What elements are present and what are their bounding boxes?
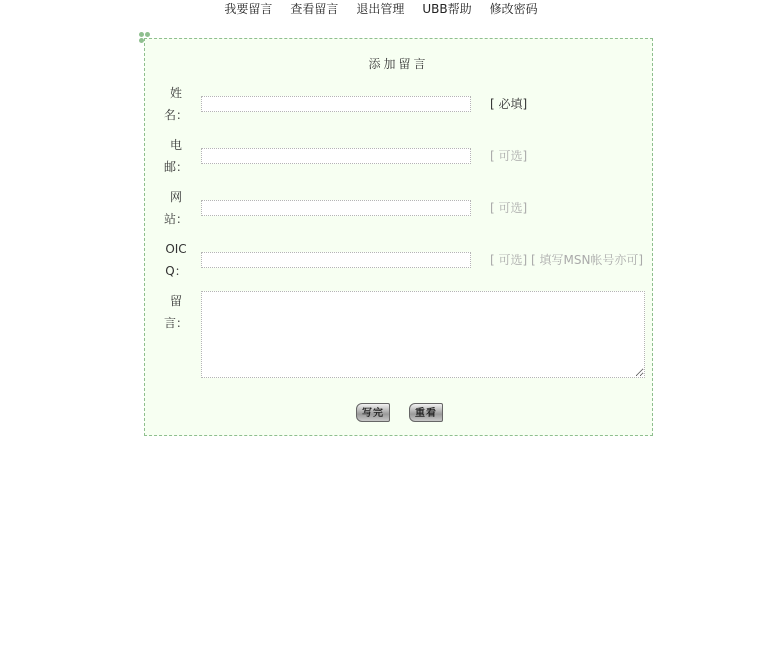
website-label: 网 站： xyxy=(163,190,188,226)
message-textarea[interactable] xyxy=(201,291,645,378)
nav-logout[interactable]: 退出管理 xyxy=(356,2,405,16)
nav-view-messages[interactable]: 查看留言 xyxy=(290,2,339,16)
website-hint: [ 可选] xyxy=(490,201,528,215)
name-label: 姓 名： xyxy=(163,86,188,122)
name-input[interactable] xyxy=(201,96,471,112)
reset-button[interactable]: 重看 xyxy=(409,403,443,422)
form-title: 添加留言 xyxy=(368,57,429,71)
oicq-label: OICQ： xyxy=(165,242,187,278)
email-input[interactable] xyxy=(201,148,471,164)
guestbook-form-panel xyxy=(144,38,653,436)
message-label: 留 言： xyxy=(163,294,188,330)
nav-change-password[interactable]: 修改密码 xyxy=(489,2,538,16)
name-hint: [ 必填] xyxy=(490,97,528,111)
email-hint: [ 可选] xyxy=(490,149,528,163)
nav-ubb-help[interactable]: UBB帮助 xyxy=(422,2,472,16)
submit-button[interactable]: 写完 xyxy=(356,403,390,422)
oicq-input[interactable] xyxy=(201,252,471,268)
nav-add-message[interactable]: 我要留言 xyxy=(224,2,273,16)
email-label: 电 邮： xyxy=(163,138,188,174)
top-navigation xyxy=(0,0,762,20)
website-input[interactable] xyxy=(201,200,471,216)
oicq-hint: [ 可选] [ 填写MSN帐号亦可] xyxy=(490,253,644,267)
